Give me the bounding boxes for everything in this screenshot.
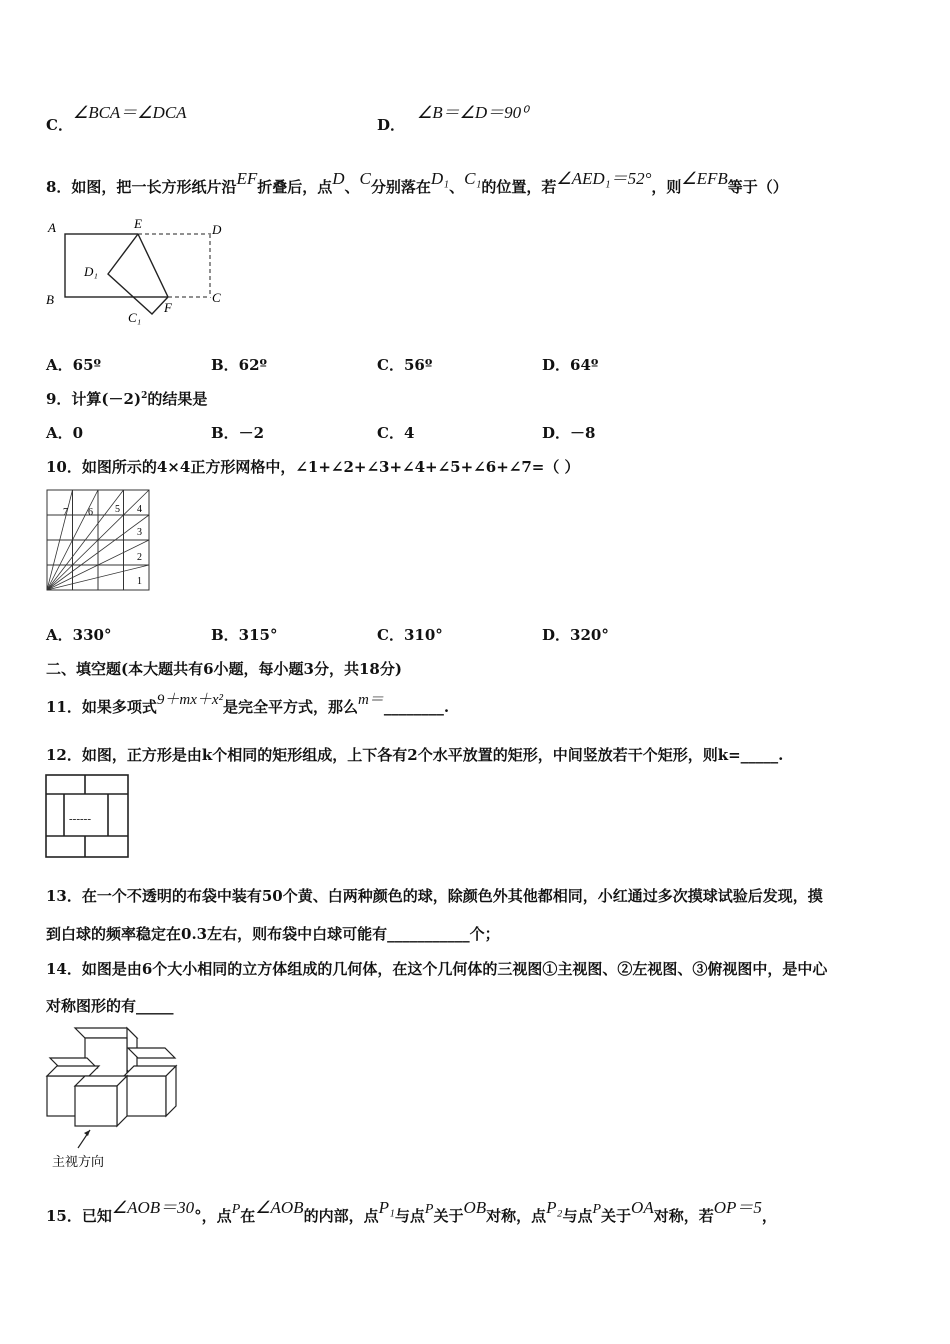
q10-option-b: B．315°	[211, 626, 278, 644]
label-f: F	[164, 300, 172, 315]
q12-square-figure	[44, 773, 132, 861]
label-d: D	[212, 222, 222, 237]
question-13-line-2: 到白球的频率稳定在0.3左右，则布袋中白球可能有___________个；	[46, 925, 500, 943]
q8-option-d: D．64º	[542, 356, 599, 374]
q8-option-c: C．56º	[377, 356, 433, 374]
question-11-text: 11．如果多项式9＋mx＋x²是完全平方式，那么m＝________.	[46, 692, 450, 716]
question-9-text: 9．计算$(-2)^2$的结果是	[46, 390, 208, 408]
q9-option-c: C．4	[377, 424, 415, 442]
q7-option-c: C．∠BCA＝∠DCA	[46, 103, 187, 134]
angle-label-4: 4	[137, 504, 142, 515]
question-12-text: 12．如图，正方形是由k个相同的矩形组成，上下各有2个水平放置的矩形，中间竖放若干个矩形，则k=_____.	[46, 746, 784, 764]
angle-label-7: 7	[63, 507, 68, 518]
arrow-head-icon	[84, 1130, 90, 1136]
angle-label-1: 1	[137, 576, 142, 587]
angle-label-2: 2	[137, 552, 142, 563]
label-d1: D₁	[84, 264, 98, 279]
q10-option-a: A．330°	[46, 626, 112, 644]
q9-option-a: A．0	[46, 424, 84, 442]
q9-option-d: D．－8	[542, 424, 596, 442]
folded-quadrilateral	[108, 234, 168, 314]
angle-label-5: 5	[115, 504, 120, 515]
q10-grid-figure	[45, 488, 153, 594]
q7-option-d: D．∠B＝∠D＝90⁰	[377, 103, 528, 134]
q10-option-c: C．310°	[377, 626, 443, 644]
q9-option-b: B．－2	[211, 424, 265, 442]
q14-cubes-figure	[40, 1020, 190, 1172]
label-c1: C₁	[128, 310, 142, 325]
question-14-line-1: 14．如图是由6个大小相同的立方体组成的几何体，在这个几何体的三视图①主视图、②左视图、③俯视图中，是中心	[46, 960, 828, 978]
q8-option-a: A．65º	[46, 356, 102, 374]
front-view-caption: 主视方向	[52, 1154, 105, 1169]
q10-option-d: D．320°	[542, 626, 609, 644]
label-b: B	[46, 292, 54, 307]
question-13-line-1: 13．在一个不透明的布袋中装有50个黄、白两种颜色的球，除颜色外其他都相同，小红通过多次摸球试验后发现，摸	[46, 887, 823, 905]
question-10-text: 10．如图所示的4×4正方形网格中，∠1+∠2+∠3+∠4+∠5+∠6+∠7=（ ）	[46, 458, 580, 476]
label-e: E	[134, 216, 142, 231]
angle-label-6: 6	[88, 507, 93, 518]
label-a: A	[48, 220, 56, 235]
label-c: C	[212, 290, 221, 305]
question-14-line-2: 对称图形的有_____	[46, 997, 174, 1015]
section-2-heading: 二、填空题(本大题共有6小题，每小题3分，共18分)	[46, 660, 402, 678]
q8-option-b: B．62º	[211, 356, 268, 374]
angle-label-3: 3	[137, 527, 142, 538]
cubes	[47, 1028, 176, 1126]
dashes-ellipsis: ------	[69, 813, 91, 825]
question-8-text: 8．如图，把一长方形纸片沿EF折叠后，点D、C分别落在D₁、C₁的位置，若∠AED₁＝52°，则∠EFB等于（）	[46, 169, 788, 196]
question-15-text: 15．已知∠AOB＝30°，点P在∠AOB的内部，点P₁与点P关于OB对称，点P₂与点P关于OA对称，若OP＝5，	[46, 1198, 777, 1225]
q8-folded-rectangle-figure	[40, 212, 240, 328]
